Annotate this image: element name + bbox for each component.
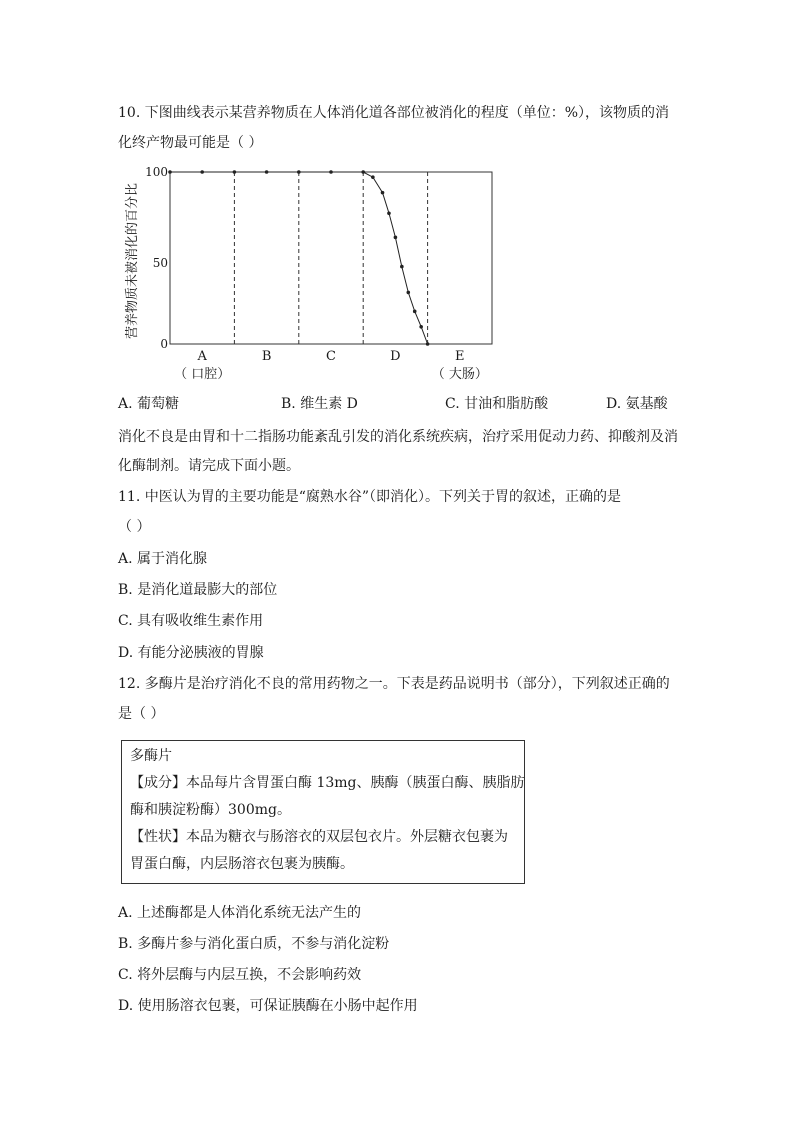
q10-stem-line2: 化终产物最可能是（ ）	[118, 135, 263, 151]
data-point-10	[394, 236, 398, 240]
q10-option-c[interactable]: C. 甘油和脂肪酸	[445, 396, 549, 412]
q10-stem-line1: 10. 下图曲线表示某营养物质在人体消化道各部位被消化的程度（单位：%），该物质的消	[118, 105, 670, 121]
q10-option-b[interactable]: B. 维生素 D	[281, 396, 358, 412]
section-label-a: A	[197, 349, 207, 364]
section-label-d: D	[390, 349, 401, 364]
q12-option-a[interactable]: A. 上述酶都是人体消化系统无法产生的	[118, 905, 362, 921]
data-point-14	[419, 325, 423, 329]
q12-stem-line2: 是（ ）	[118, 706, 165, 722]
drug-label-ingredients-2: 酶和胰淀粉酶）300mg。	[130, 802, 291, 818]
q10-option-d[interactable]: D. 氨基酸	[606, 396, 668, 412]
section-dividers	[234, 172, 427, 344]
intro-line2: 化酶制剂。请完成下面小题。	[118, 458, 300, 474]
data-point-9	[387, 211, 391, 215]
digestion-chart	[118, 158, 498, 386]
q10-option-a[interactable]: A. 葡萄糖	[118, 396, 180, 412]
data-point-15	[426, 342, 430, 346]
drug-label-properties-2: 胃蛋白酶，内层肠溶衣包裹为胰酶。	[130, 856, 354, 872]
drug-label-properties-1: 【性状】本品为糖衣与肠溶衣的双层包衣片。外层糖衣包裹为	[130, 829, 508, 845]
q12-option-c[interactable]: C. 将外层酶与内层互换，不会影响药效	[118, 967, 362, 983]
data-point-1	[200, 170, 204, 174]
data-point-13	[413, 310, 417, 314]
section-labels	[174, 349, 488, 382]
data-point-12	[406, 291, 410, 295]
plot-frame	[170, 172, 492, 344]
section-label-e: E	[455, 349, 465, 364]
q11-option-d[interactable]: D. 有能分泌胰液的胃腺	[118, 645, 264, 661]
y-tick-labels	[145, 165, 168, 351]
drug-label-title: 多酶片	[130, 748, 172, 764]
q11-option-a[interactable]: A. 属于消化腺	[118, 551, 208, 567]
y-tick-0: 0	[160, 337, 168, 351]
data-point-8	[381, 191, 385, 195]
data-point-0	[168, 170, 172, 174]
q11-stem-line2: （ ）	[118, 519, 151, 535]
q11-option-b[interactable]: B. 是消化道最膨大的部位	[118, 582, 278, 598]
q12-option-d[interactable]: D. 使用肠溶衣包裹，可保证胰酶在小肠中起作用	[118, 998, 418, 1014]
drug-label-ingredients-1: 【成分】本品每片含胃蛋白酶 13mg、胰酶（胰蛋白酶、胰脂肪	[130, 775, 525, 791]
section-label-b: B	[261, 349, 272, 364]
intro-line1: 消化不良是由胃和十二指肠功能紊乱引发的消化系统疾病，治疗采用促动力药、抑酸剂及消	[118, 429, 678, 445]
q12-option-b[interactable]: B. 多酶片参与消化蛋白质，不参与消化淀粉	[118, 936, 390, 952]
data-point-7	[371, 175, 375, 179]
section-sublabel-e: （ 大肠）	[431, 367, 488, 382]
chart-ylabel: 营养物质未被消化的百分比	[125, 182, 140, 340]
data-point-11	[400, 265, 404, 269]
y-tick-50: 50	[152, 256, 168, 270]
q10-options	[118, 393, 678, 413]
data-point-5	[329, 170, 333, 174]
q11-option-c[interactable]: C. 具有吸收维生素作用	[118, 613, 264, 629]
section-sublabel-a: （ 口腔）	[174, 367, 231, 382]
drug-label-box	[121, 740, 525, 884]
q12-stem-line1: 12. 多酶片是治疗消化不良的常用药物之一。下表是药品说明书（部分），下列叙述正确的	[118, 676, 670, 692]
data-point-4	[297, 170, 301, 174]
data-point-3	[265, 170, 269, 174]
section-label-c: C	[326, 349, 336, 364]
data-point-6	[361, 170, 365, 174]
q11-stem-line1: 11. 中医认为胃的主要功能是“腐熟水谷”（即消化）。下列关于胃的叙述，正确的是	[118, 489, 622, 505]
data-point-2	[233, 170, 237, 174]
y-tick-100: 100	[145, 165, 168, 179]
